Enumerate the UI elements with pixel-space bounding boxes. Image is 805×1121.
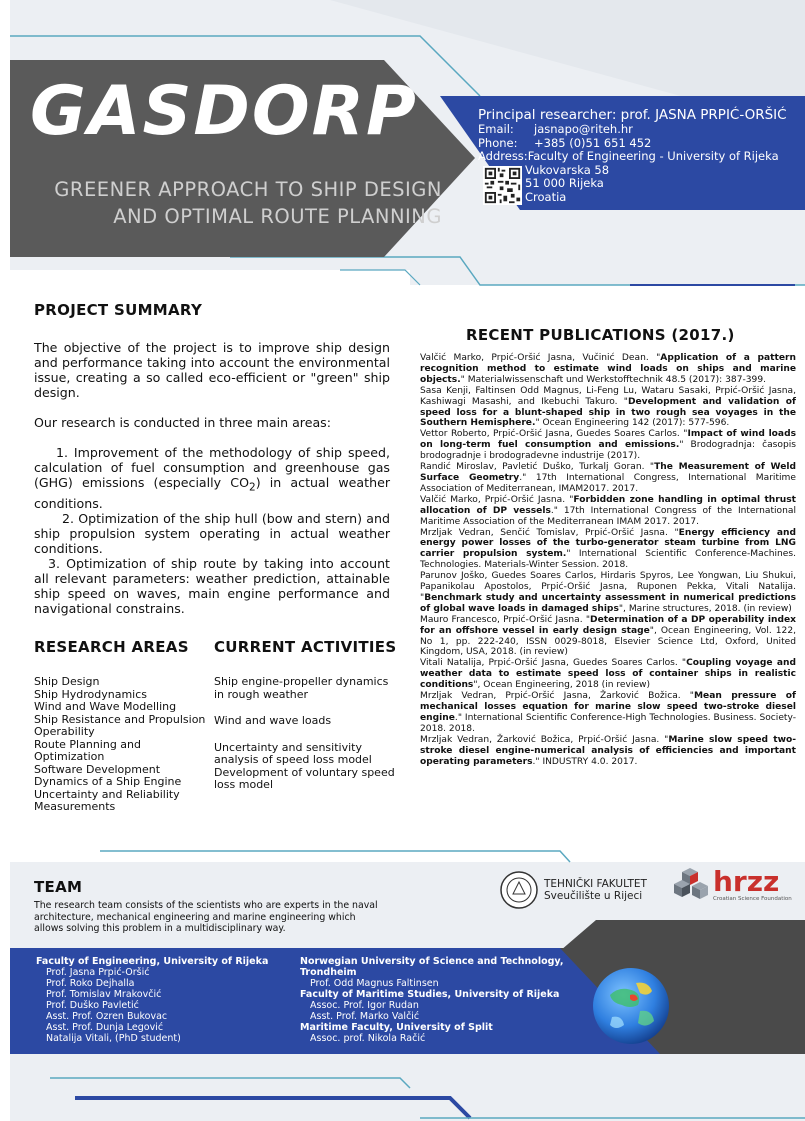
project-title: GASDORP xyxy=(30,72,418,151)
research-area-item: Ship Design xyxy=(34,675,100,688)
pub-title: Forbidden zone handling in optimal thrust allocation of DP vessels xyxy=(420,494,796,516)
team-member: Asst. Prof. Marko Valčić xyxy=(310,1011,420,1022)
research-area-item: Ship Resistance and Propulsion xyxy=(34,712,206,726)
team-description: The research team consists of the scientists who are experts in the naval architecture, mechanical engineering and marine engineering which allows solving this problem in a multidisciplinary way. xyxy=(34,900,378,934)
team-member: Prof. Tomislav Mrakovčić xyxy=(46,989,162,1000)
area-1-text: 1. Improvement of the methodology of ship speed, calculation of fuel consumption and greenhouse gas (GHG) emissions (especially CO xyxy=(34,445,390,490)
research-area-item: Route Planning and Optimization xyxy=(34,737,142,763)
pub-authors: Valčić Marko, Prpić-Oršić Jasna, Vučinić Dean. " xyxy=(420,353,661,363)
team-member: Assoc. Prof. Igor Rudan xyxy=(310,1000,419,1011)
pub-reference: ", Marine structures, 2018. (in review) xyxy=(618,603,792,614)
pub-reference: " International Scientific Conference-Machines. Technologies. Materials-Winter Session. 2018. xyxy=(420,549,797,571)
university-seal-icon xyxy=(499,870,539,910)
pub-title: Marine slow speed two-stroke diesel engine-numerical analysis of efficiencies and important operating parameters xyxy=(420,734,796,767)
team-member: Prof. Odd Magnus Faltinsen xyxy=(310,978,439,989)
pub-reference: ." INDUSTRY 4.0. 2017. xyxy=(532,756,638,767)
publications-heading: RECENT PUBLICATIONS (2017.) xyxy=(466,326,735,344)
area-1-subscript: 2 xyxy=(249,481,256,494)
research-area-2: 2. Optimization of the ship hull (bow and stern) and ship propulsion system operating in actual weather conditions. xyxy=(34,510,390,556)
pub-title: Determination of a DP operability index for an offshore vessel in early design stage xyxy=(420,614,796,636)
team-heading: TEAM xyxy=(34,878,83,896)
pub-authors: Parunov Joško, Guedes Soares Carlos, Hirdaris Spyros, Lee Yongwan, Liu Shukui, Papanikolau Apostolos, Prpić-Oršić Jasna, Ruponen Pekka, Vitali Natalija. " xyxy=(420,571,796,603)
publication-item xyxy=(420,571,796,615)
publication-item xyxy=(420,691,796,735)
research-area-item: Ship Hydrodynamics xyxy=(34,687,148,701)
principal-researcher: Principal researcher: prof. JASNA PRPIĆ-ORŠIĆ xyxy=(478,107,787,123)
email-value[interactable]: jasnapo@riteh.hr xyxy=(534,122,633,136)
hrzz-cube-icon xyxy=(672,868,710,902)
pub-reference: " Brodogradnja: časopis brodogradnje i brodogradevne industrije (2017). xyxy=(420,440,796,462)
research-area-item: Wind and Wave Modelling xyxy=(34,700,177,713)
team-member: Assoc. prof. Nikola Račić xyxy=(310,1033,426,1044)
research-area-item: Measurements xyxy=(34,800,116,813)
current-activities-list xyxy=(214,676,400,806)
pub-title: Energy efficiency and energy power losses of the turbo-generator steam turbine from LNG carrier propulsion system. xyxy=(420,527,797,560)
publication-item xyxy=(420,353,796,386)
area-1-text-end: ) in actual weather conditions. xyxy=(34,475,390,511)
research-area-1 xyxy=(34,445,390,511)
team-member: Asst. Prof. Ozren Bukovac xyxy=(46,1011,168,1022)
project-subtitle xyxy=(24,176,442,230)
research-area-item: Software Development xyxy=(34,762,161,776)
project-summary-text xyxy=(34,340,390,616)
pub-authors: Mrzljak Vedran, Prpić-Oršić Jasna, Žarković Božica. " xyxy=(420,691,694,702)
research-area-3: 3. Optimization of ship route by taking into account all relevant parameters: weather prediction, attainable ship speed on waves, main engine performance and navigational constrains. xyxy=(34,555,390,616)
hrzz-logo xyxy=(672,865,792,902)
activity-item: Development of voluntary speed loss model xyxy=(214,765,395,791)
hrzz-wordmark: hrzz xyxy=(713,865,780,898)
pub-title: Coupling voyage and weather data to estimate speed loss of container ships in realistic conditions xyxy=(420,658,796,691)
team-member: Prof. Jasna Prpić-Oršić xyxy=(46,967,150,978)
pub-reference: ." 17th International Congress of the International Maritime Association of the Mediterranean IMAM 2017. 2017. xyxy=(420,505,796,527)
publication-item xyxy=(420,528,796,572)
team-member: Prof. Duško Pavletić xyxy=(46,1000,139,1011)
team-column-partners xyxy=(300,956,570,1044)
publication-item xyxy=(420,658,796,691)
pub-title: Benchmark study and uncertainty assessment in numerical predictions of global wave loads in damaged ships xyxy=(420,592,796,614)
summary-paragraph-1: The objective of the project is to improve ship design and performance taking into account the environmental issue, creating a so called eco-efficient or "green" ship design. xyxy=(34,340,390,400)
institution-name: Faculty of Maritime Studies, University of Rijeka xyxy=(300,989,560,1000)
globe-weather-icon xyxy=(590,965,672,1047)
subtitle-line-1: GREENER APPROACH TO SHIP DESIGN xyxy=(54,178,442,201)
address-line-1: Faculty of Engineering - University of Rijeka xyxy=(527,149,779,163)
phone-label: Phone: xyxy=(478,135,518,150)
activity-item: Ship engine-propeller dynamics in rough weather xyxy=(214,675,389,701)
address-label: Address: xyxy=(478,149,528,163)
pub-authors: Vitali Natalija, Prpić-Oršić Jasna, Guedes Soares Carlos. " xyxy=(420,658,687,669)
institution-name: Norwegian University of Science and Technology, Trondheim xyxy=(300,956,564,978)
qr-code-icon[interactable] xyxy=(483,166,522,205)
summary-paragraph-2: Our research is conducted in three main areas: xyxy=(34,415,331,430)
pub-title: Development and validation of speed loss for a blunt-shaped ship in two rough sea voyages in the Southern Hemisphere. xyxy=(420,396,796,429)
research-area-item: Dynamics of a Ship Engine xyxy=(34,775,182,788)
activity-item: Uncertainty and sensitivity analysis of speed loss model xyxy=(214,740,372,766)
team-member: Natalija Vitali, (PhD student) xyxy=(46,1033,181,1044)
pub-authors: Mauro Francesco, Prpić-Oršić Jasna. " xyxy=(420,614,591,625)
address-line-4: Croatia xyxy=(525,189,567,204)
pub-title: Mean pressure of mechanical losses equation for marine slow speed two-stroke diesel engine xyxy=(420,691,797,723)
pub-authors: Vettor Roberto, Prpić-Oršić Jasna, Guedes Soares Carlos. " xyxy=(420,429,688,440)
institution-name: Maritime Faculty, University of Split xyxy=(300,1022,493,1033)
publication-item xyxy=(420,386,796,430)
pub-reference: ", Ocean Engineering, 2018 (in review) xyxy=(473,680,651,691)
research-areas-heading: RESEARCH AREAS xyxy=(34,638,189,656)
research-areas-list xyxy=(34,676,214,814)
pub-authors: Mrzljak Vedran, Žarković Božica, Prpić-Oršić Jasna. " xyxy=(420,734,669,745)
contact-info xyxy=(478,107,803,204)
publication-item xyxy=(420,495,796,528)
institution-name: Faculty of Engineering, University of Rijeka xyxy=(36,956,269,967)
pub-reference: " Ocean Engineering 142 (2017): 577-596. xyxy=(535,418,730,429)
team-member: Prof. Roko Dejhalla xyxy=(46,978,135,989)
pub-authors: Sasa Kenji, Faltinsen Odd Magnus, Li-Feng Lu, Wataru Sasaki, Prpić-Oršić Jasna, Kashiwagi Masashi, and Ikebuchi Takuro. " xyxy=(420,385,796,407)
tf-university: Sveučilište u Rijeci xyxy=(544,890,643,902)
publications-list xyxy=(420,353,796,767)
publication-item xyxy=(420,429,796,462)
pub-reference: ", Ocean Engineering, Vol. 122, No 1, pp. 222-240, ISSN 0029-8018, Elsevier Science Ltd, Oxford, United Kingdom, USA, 2018. (in review) xyxy=(420,625,796,658)
pub-reference: ." International Scientific Conference-High Technologies. Business. Society-2018. 2018. xyxy=(420,712,796,734)
publication-item xyxy=(420,735,796,768)
publication-item xyxy=(420,615,796,659)
pub-title: Application of a pattern recognition method to estimate wind loads on ships and marine objects. xyxy=(420,353,796,385)
activity-item: Wind and wave loads xyxy=(214,714,332,727)
tehnicki-fakultet-logo xyxy=(499,870,647,910)
research-area-item: Operability xyxy=(34,725,95,738)
pub-authors: Valčić Marko, Prpić-Oršić Jasna. " xyxy=(420,494,574,505)
email-label: Email: xyxy=(478,122,514,136)
hrzz-subtitle: Croatian Science Foundation xyxy=(713,896,792,902)
pub-reference: ." 17th International Congress, International Maritime Association of Mediterranean, IMAM2017. 2017. xyxy=(420,472,797,494)
publication-item xyxy=(420,462,796,495)
pub-authors: Randić Miroslav, Pavletić Duško, Turkalj Goran. " xyxy=(420,462,655,473)
phone-value: +385 (0)51 651 452 xyxy=(534,135,652,150)
subtitle-line-2: AND OPTIMAL ROUTE PLANNING xyxy=(113,205,442,228)
address-line-2: Vukovarska 58 xyxy=(525,162,610,177)
address-line-3: 51 000 Rijeka xyxy=(525,176,604,190)
current-activities-heading: CURRENT ACTIVITIES xyxy=(214,638,397,656)
pub-title: The Measurement of Weld Surface Geometry xyxy=(420,462,796,483)
team-column-rijeka xyxy=(36,956,286,1044)
pub-authors: Mrzljak Vedran, Senčić Tomislav, Prpić-Oršić Jasna. " xyxy=(420,527,679,538)
tf-name: TEHNIČKI FAKULTET xyxy=(544,878,647,890)
pub-reference: " Materialwissenschaft und Werkstofftechnik 48.5 (2017): 387-399. xyxy=(460,374,767,385)
research-area-item: Uncertainty and Reliability xyxy=(34,787,180,801)
team-member: Asst. Prof. Dunja Legović xyxy=(46,1022,164,1033)
pub-title: Impact of wind loads on long-term fuel consumption and emissions. xyxy=(420,429,796,451)
project-summary-heading: PROJECT SUMMARY xyxy=(34,301,203,319)
